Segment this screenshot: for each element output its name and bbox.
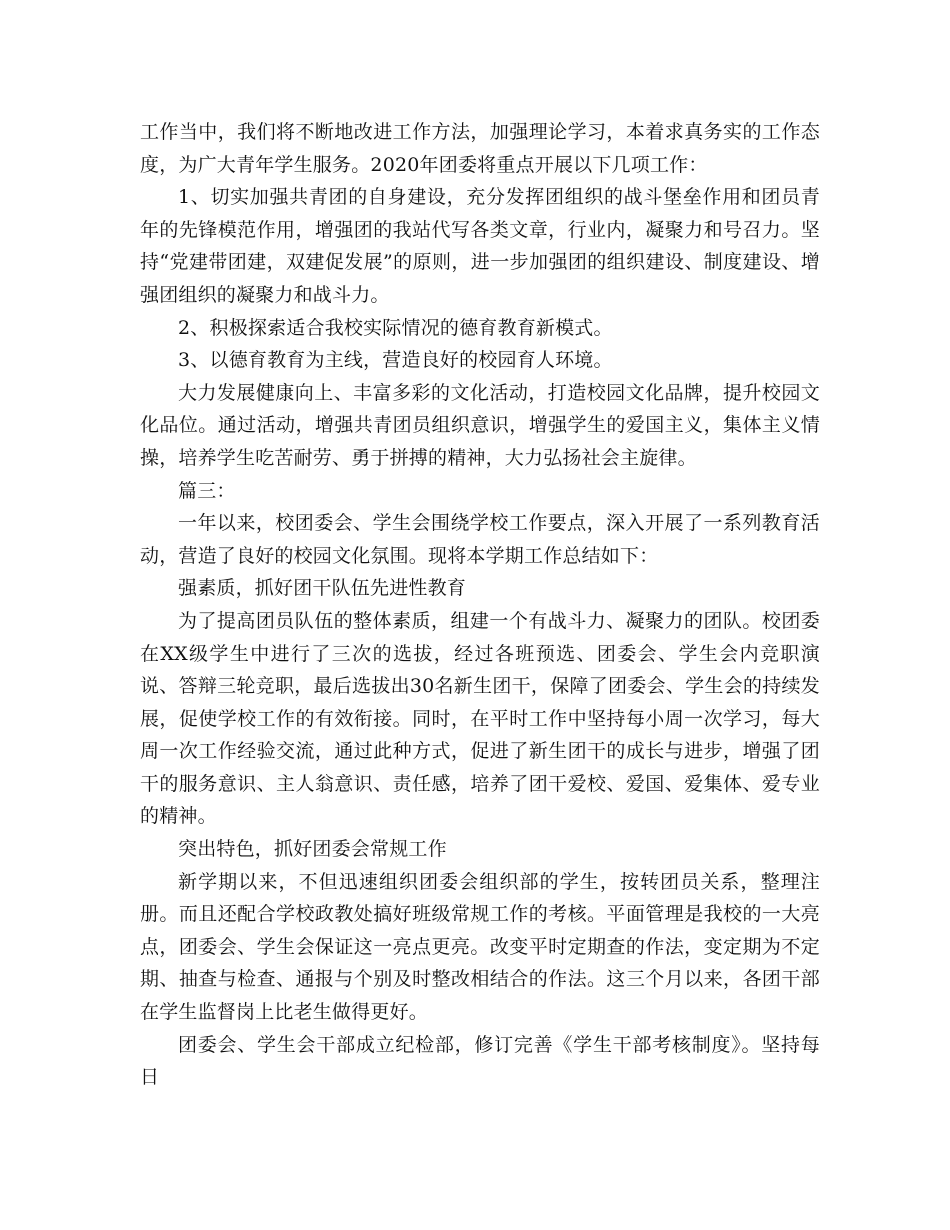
paragraph: 工作当中，我们将不断地改进工作方法，加强理论学习，本着求真务实的工作态度，为广大青年学生服务。2020年团委将重点开展以下几项工作： (140, 121, 820, 176)
paragraph: 大力发展健康向上、丰富多彩的文化活动，打造校园文化品牌，提升校园文化品位。通过活动，增强共青团员组织意识，增强学生的爱国主义，集体主义情操，培养学生吃苦耐劳、勇于拼搏的精神，大力弘扬社会主旋律。 (140, 381, 820, 469)
paragraph: 团委会、学生会干部成立纪检部，修订完善《学生干部考核制度》。坚持每日 (140, 1033, 820, 1089)
paragraph: 为了提高团员队伍的整体素质，组建一个有战斗力、凝聚力的团队。校团委在XX级学生中进行了三次的选拔，经过各班预选、团委会、学生会内竞职演说、答辩三轮竞职，最后选拔出30名新生团干，保障了团委会、学生会的持续发展，促使学校工作的有效衔接。同时，在平时工作中坚持每小周一次学习，每大周一次工作经验交流，通过此种方式，促进了新生团干的成长与进步，增强了团干的服务意识、主人翁意识、责任感，培养了团干爱校、爱国、爱集体、爱专业的精神。 (140, 609, 820, 828)
paragraph: 新学期以来，不但迅速组织团委会组织部的学生，按转团员关系，整理注册。而且还配合学校政教处搞好班级常规工作的考核。平面管理是我校的一大亮点，团委会、学生会保证这一亮点更亮。改变平时定期查的作法，变定期为不定期、抽查与检查、通报与个别及时整改相结合的作法。这三个月以来，各团干部在学生监督岗上比老生做得更好。 (140, 870, 820, 1024)
paragraph: 1、切实加强共青团的自身建设，充分发挥团组织的战斗堡垒作用和团员青年的先锋模范作用，增强团的我站代写各类文章，行业内，凝聚力和号召力。坚持“党建带团建，双建促发展”的原则，进一步加强团的组织建设、制度建设、增强团组织的凝聚力和战斗力。 (140, 186, 820, 306)
paragraph: 一年以来，校团委会、学生会围绕学校工作要点，深入开展了一系列教育活动，营造了良好的校园文化氛围。现将本学期工作总结如下： (140, 512, 820, 567)
document-body (140, 116, 820, 1094)
section-heading: 篇三： (178, 479, 236, 502)
subheading: 强素质，抓好团干队伍先进性教育 (178, 577, 467, 600)
paragraph: 3、以德育教育为主线，营造良好的校园育人环境。 (178, 349, 613, 372)
paragraph: 2、积极探索适合我校实际情况的德育教育新模式。 (178, 316, 613, 339)
subheading: 突出特色，抓好团委会常规工作 (178, 838, 447, 861)
